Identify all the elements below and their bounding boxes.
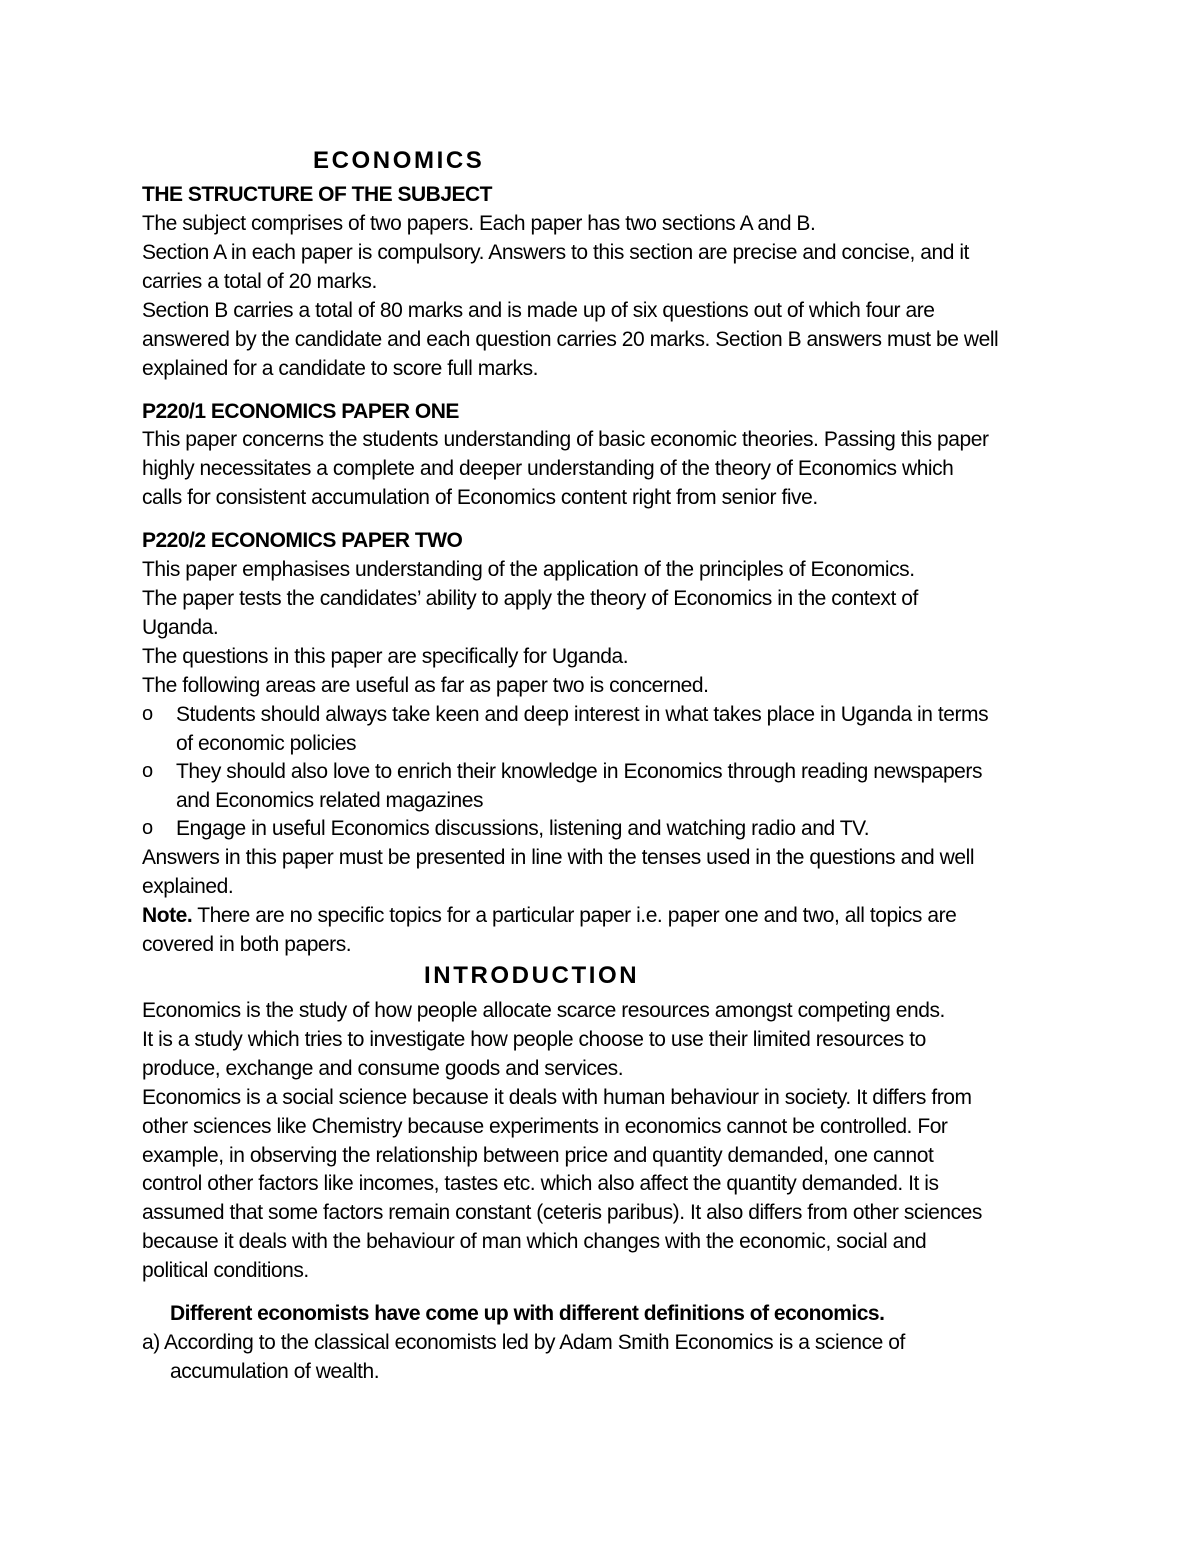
paper-one-line-2: highly necessitates a complete and deeper understanding of the theory of Economics which bbox=[142, 457, 954, 480]
paper-one-line-3: calls for consistent accumulation of Economics content right from senior five. bbox=[142, 486, 818, 509]
bullet-marker: o bbox=[142, 760, 154, 782]
intro-line-7: control other factors like incomes, tastes etc. which also affect the quantity demanded. It is bbox=[142, 1172, 939, 1195]
note-label: Note. bbox=[142, 904, 193, 927]
definition-a-line-1: a) According to the classical economists led by Adam Smith Economics is a science of bbox=[142, 1331, 905, 1354]
paper-two-line-1: This paper emphasises understanding of the application of the principles of Economics. bbox=[142, 558, 915, 581]
intro-line-1: Economics is the study of how people allocate scarce resources amongst competing ends. bbox=[142, 999, 945, 1022]
bullet-marker: o bbox=[142, 703, 154, 725]
document-title: ECONOMICS bbox=[313, 147, 485, 174]
note-line-1 bbox=[142, 901, 1077, 930]
introduction-title: INTRODUCTION bbox=[424, 962, 640, 989]
bullet-3-line-1: Engage in useful Economics discussions, listening and watching radio and TV. bbox=[176, 817, 870, 840]
intro-line-9: because it deals with the behaviour of man which changes with the economic, social and bbox=[142, 1230, 927, 1253]
intro-line-10: political conditions. bbox=[142, 1259, 309, 1282]
bullet-1-line-2: of economic policies bbox=[176, 732, 357, 755]
structure-line-6: explained for a candidate to score full marks. bbox=[142, 357, 539, 380]
intro-line-5: other sciences like Chemistry because experiments in economics cannot be controlled. For bbox=[142, 1115, 948, 1138]
note-line-2: covered in both papers. bbox=[142, 933, 352, 956]
paper-two-line-3: Uganda. bbox=[142, 616, 219, 639]
note-text: There are no specific topics for a particular paper i.e. paper one and two, all topics are bbox=[192, 904, 957, 927]
definitions-heading: Different economists have come up with different definitions of economics. bbox=[170, 1302, 885, 1325]
bullet-1-line-1: Students should always take keen and deep interest in what takes place in Uganda in terms bbox=[176, 703, 989, 726]
structure-line-3: carries a total of 20 marks. bbox=[142, 270, 377, 293]
paper-two-heading: P220/2 ECONOMICS PAPER TWO bbox=[142, 529, 463, 552]
paper-two-line-2: The paper tests the candidates’ ability to apply the theory of Economics in the context of bbox=[142, 587, 918, 610]
definition-a-line-2: accumulation of wealth. bbox=[170, 1360, 380, 1383]
paper-two-after-line-1: Answers in this paper must be presented in line with the tenses used in the questions and well bbox=[142, 846, 975, 869]
paper-one-line-1: This paper concerns the students understanding of basic economic theories. Passing this paper bbox=[142, 428, 989, 451]
paper-two-line-4: The questions in this paper are specifically for Uganda. bbox=[142, 645, 629, 668]
intro-line-3: produce, exchange and consume goods and services. bbox=[142, 1057, 624, 1080]
bullet-2-line-2: and Economics related magazines bbox=[176, 789, 484, 812]
intro-line-2: It is a study which tries to investigate how people choose to use their limited resources to bbox=[142, 1028, 926, 1051]
bullet-2-line-1: They should also love to enrich their knowledge in Economics through reading newspapers bbox=[176, 760, 983, 783]
structure-line-2: Section A in each paper is compulsory. Answers to this section are precise and concise, and it bbox=[142, 241, 969, 264]
intro-line-8: assumed that some factors remain constant (ceteris paribus). It also differs from other sciences bbox=[142, 1201, 982, 1224]
structure-heading: THE STRUCTURE OF THE SUBJECT bbox=[142, 183, 493, 206]
structure-line-4: Section B carries a total of 80 marks and is made up of six questions out of which four are bbox=[142, 299, 935, 322]
bullet-marker: o bbox=[142, 817, 154, 839]
paper-two-line-5: The following areas are useful as far as paper two is concerned. bbox=[142, 674, 709, 697]
paper-one-heading: P220/1 ECONOMICS PAPER ONE bbox=[142, 400, 459, 423]
paper-two-after-line-2: explained. bbox=[142, 875, 234, 898]
intro-line-4: Economics is a social science because it deals with human behaviour in society. It differs from bbox=[142, 1086, 972, 1109]
intro-line-6: example, in observing the relationship between price and quantity demanded, one cannot bbox=[142, 1144, 934, 1167]
structure-line-1: The subject comprises of two papers. Each paper has two sections A and B. bbox=[142, 212, 816, 235]
structure-line-5: answered by the candidate and each question carries 20 marks. Section B answers must be well bbox=[142, 328, 999, 351]
